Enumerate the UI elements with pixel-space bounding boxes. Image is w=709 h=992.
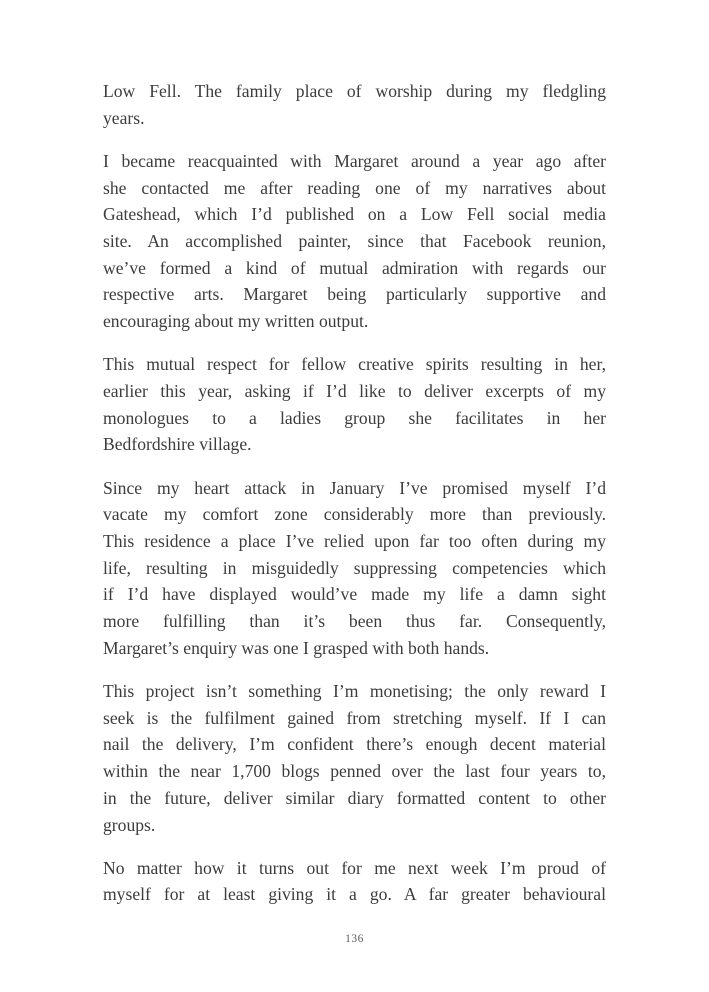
text-line: more fulfilling than it’s been thus far. Consequently, — [103, 611, 606, 632]
paragraph — [103, 351, 606, 458]
text-line: we’ve formed a kind of mutual admiration with regards our — [103, 257, 606, 278]
text-line: Since my heart attack in January I’ve promised myself I’d — [103, 477, 606, 498]
text-line: This mutual respect for fellow creative spirits resulting in her, — [103, 354, 606, 375]
paragraph — [103, 148, 606, 335]
text-line: she contacted me after reading one of my narratives about — [103, 177, 606, 198]
paragraph — [103, 678, 606, 838]
page-body — [103, 78, 606, 925]
text-line: seek is the fulfilment gained from stretching myself. If I can — [103, 707, 606, 728]
text-line: Bedfordshire village. — [103, 434, 252, 455]
text-line: I became reacquainted with Margaret around a year ago after — [103, 150, 606, 171]
text-line: groups. — [103, 814, 156, 835]
paragraph — [103, 855, 606, 908]
text-line: earlier this year, asking if I’d like to deliver excerpts of my — [103, 381, 606, 402]
text-line: myself for at least giving it a go. A far greater behavioural — [103, 884, 606, 905]
text-line: Margaret’s enquiry was one I grasped with both hands. — [103, 637, 490, 658]
text-line: encouraging about my written output. — [103, 311, 369, 332]
text-line: years. — [103, 107, 145, 128]
text-line: monologues to a ladies group she facilitates in her — [103, 407, 606, 428]
text-line: This residence a place I’ve relied upon far too often during my — [103, 531, 606, 552]
text-line: No matter how it turns out for me next week I’m proud of — [103, 857, 606, 878]
text-line: Gateshead, which I’d published on a Low Fell social media — [103, 204, 606, 225]
text-line: within the near 1,700 blogs penned over the last four years to, — [103, 761, 606, 782]
text-line: This project isn’t something I’m monetising; the only reward I — [103, 681, 606, 702]
paragraph — [103, 78, 606, 131]
page-number: 136 — [345, 933, 364, 945]
paragraph — [103, 475, 606, 662]
text-line: if I’d have displayed would’ve made my life a damn sight — [103, 584, 606, 605]
text-line: in the future, deliver similar diary formatted content to other — [103, 787, 606, 808]
text-line: Low Fell. The family place of worship during my fledgling — [103, 81, 606, 101]
text-line: respective arts. Margaret being particularly supportive and — [103, 284, 606, 305]
text-line: vacate my comfort zone considerably more than previously. — [103, 504, 606, 525]
text-line: nail the delivery, I’m confident there’s enough decent material — [103, 734, 606, 755]
text-line: life, resulting in misguidedly suppressing competencies which — [103, 557, 606, 578]
text-line: site. An accomplished painter, since that Facebook reunion, — [103, 231, 606, 252]
